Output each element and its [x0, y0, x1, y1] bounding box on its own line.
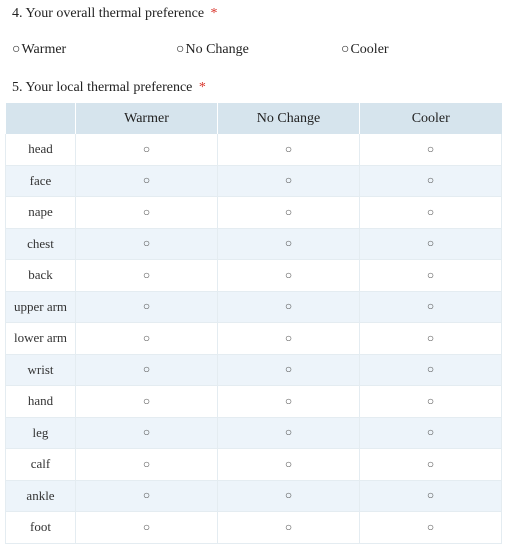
radio-button-icon[interactable]: ○	[360, 417, 502, 449]
radio-button-icon[interactable]: ○	[76, 323, 218, 355]
row-label: back	[6, 260, 76, 292]
row-label: chest	[6, 228, 76, 260]
radio-button-icon[interactable]: ○	[218, 449, 360, 481]
table-row	[6, 449, 502, 481]
required-asterisk: *	[210, 6, 218, 21]
radio-button-icon[interactable]: ○	[76, 417, 218, 449]
question-5-text: Your local thermal preference	[25, 80, 193, 95]
row-label: hand	[6, 386, 76, 418]
radio-button-icon[interactable]: ○	[360, 228, 502, 260]
option-no-change[interactable]	[176, 41, 249, 59]
radio-button-icon[interactable]: ○	[360, 165, 502, 197]
radio-button-icon[interactable]: ○	[176, 42, 185, 57]
row-label: wrist	[6, 354, 76, 386]
radio-button-icon[interactable]: ○	[76, 197, 218, 229]
table-row	[6, 228, 502, 260]
row-label: face	[6, 165, 76, 197]
radio-button-icon[interactable]: ○	[360, 449, 502, 481]
radio-button-icon[interactable]: ○	[360, 291, 502, 323]
matrix-header-blank	[6, 103, 76, 134]
table-row	[6, 165, 502, 197]
option-cooler[interactable]	[341, 41, 389, 59]
question-5-number: 5.	[12, 80, 23, 95]
radio-button-icon[interactable]: ○	[218, 197, 360, 229]
row-label: foot	[6, 512, 76, 544]
radio-button-icon[interactable]: ○	[76, 291, 218, 323]
radio-button-icon[interactable]: ○	[360, 512, 502, 544]
row-label: upper arm	[6, 291, 76, 323]
radio-button-icon[interactable]: ○	[218, 386, 360, 418]
table-row	[6, 480, 502, 512]
table-row	[6, 134, 502, 165]
radio-button-icon[interactable]: ○	[360, 386, 502, 418]
radio-button-icon[interactable]: ○	[76, 512, 218, 544]
row-label: nape	[6, 197, 76, 229]
option-label: Cooler	[350, 42, 389, 57]
radio-button-icon[interactable]: ○	[341, 42, 350, 57]
matrix-body	[6, 134, 502, 543]
radio-button-icon[interactable]: ○	[76, 165, 218, 197]
radio-button-icon[interactable]: ○	[360, 323, 502, 355]
radio-button-icon[interactable]: ○	[12, 42, 21, 57]
column-header-cooler: Cooler	[360, 103, 502, 134]
question-4-text: Your overall thermal preference	[25, 6, 205, 21]
radio-button-icon[interactable]: ○	[218, 354, 360, 386]
radio-button-icon[interactable]: ○	[76, 480, 218, 512]
column-header-warmer: Warmer	[76, 103, 218, 134]
radio-button-icon[interactable]: ○	[76, 134, 218, 165]
question-5-title	[12, 79, 206, 97]
radio-button-icon[interactable]: ○	[218, 512, 360, 544]
radio-button-icon[interactable]: ○	[76, 228, 218, 260]
table-row	[6, 291, 502, 323]
table-row	[6, 197, 502, 229]
required-asterisk: *	[198, 80, 206, 95]
radio-button-icon[interactable]: ○	[218, 417, 360, 449]
table-row	[6, 386, 502, 418]
radio-button-icon[interactable]: ○	[218, 323, 360, 355]
local-preference-matrix	[5, 103, 502, 544]
matrix-header-row	[6, 103, 502, 134]
table-row	[6, 512, 502, 544]
option-warmer[interactable]	[12, 41, 66, 59]
question-4-options	[12, 41, 492, 59]
row-label: calf	[6, 449, 76, 481]
radio-button-icon[interactable]: ○	[76, 260, 218, 292]
row-label: ankle	[6, 480, 76, 512]
radio-button-icon[interactable]: ○	[218, 480, 360, 512]
radio-button-icon[interactable]: ○	[360, 134, 502, 165]
radio-button-icon[interactable]: ○	[218, 134, 360, 165]
radio-button-icon[interactable]: ○	[76, 386, 218, 418]
table-row	[6, 323, 502, 355]
table-row	[6, 417, 502, 449]
row-label: leg	[6, 417, 76, 449]
radio-button-icon[interactable]: ○	[76, 449, 218, 481]
radio-button-icon[interactable]: ○	[360, 480, 502, 512]
radio-button-icon[interactable]: ○	[360, 197, 502, 229]
column-header-no-change: No Change	[218, 103, 360, 134]
table-row	[6, 354, 502, 386]
row-label: head	[6, 134, 76, 165]
radio-button-icon[interactable]: ○	[218, 165, 360, 197]
radio-button-icon[interactable]: ○	[218, 228, 360, 260]
radio-button-icon[interactable]: ○	[360, 354, 502, 386]
radio-button-icon[interactable]: ○	[76, 354, 218, 386]
radio-button-icon[interactable]: ○	[360, 260, 502, 292]
question-4-title	[12, 5, 218, 23]
option-label: Warmer	[21, 42, 67, 57]
question-4-number: 4.	[12, 6, 23, 21]
radio-button-icon[interactable]: ○	[218, 260, 360, 292]
row-label: lower arm	[6, 323, 76, 355]
radio-button-icon[interactable]: ○	[218, 291, 360, 323]
option-label: No Change	[185, 42, 249, 57]
table-row	[6, 260, 502, 292]
